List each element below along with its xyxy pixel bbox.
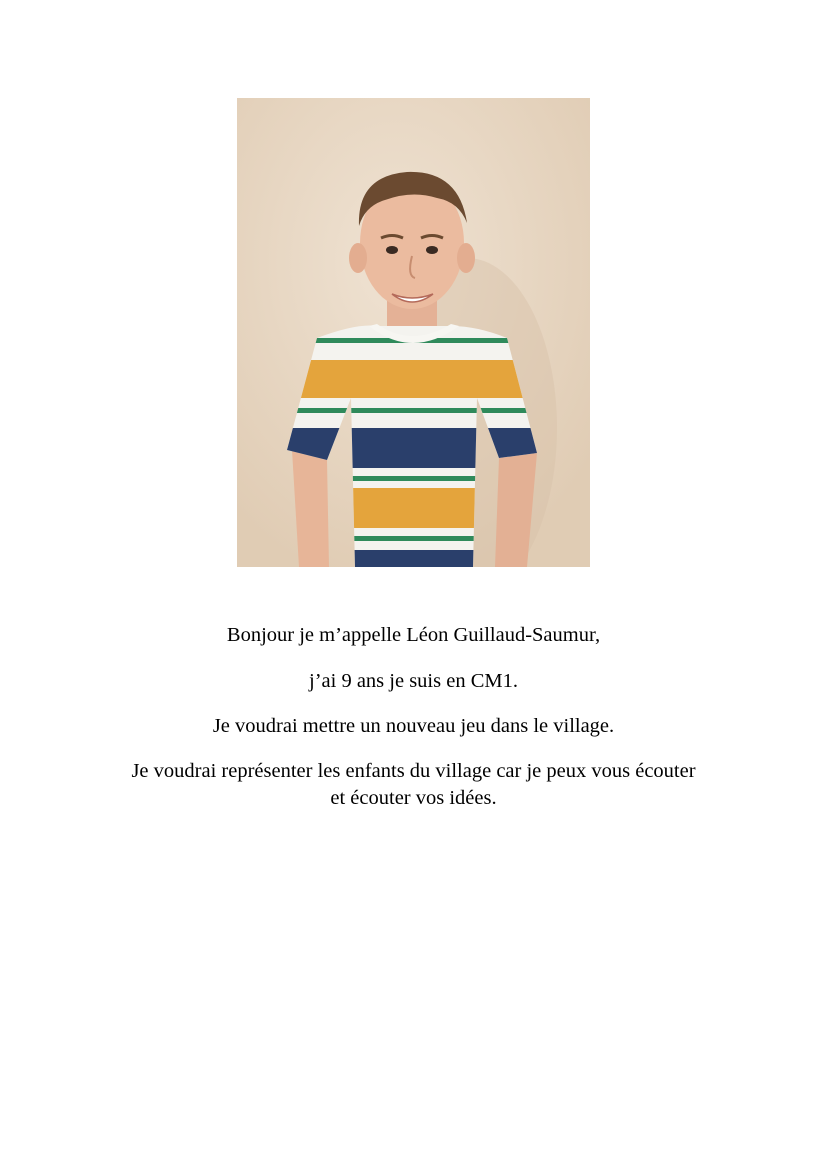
represent-children-line: Je voudrai représenter les enfants du village car je peux vous écouter — [131, 760, 696, 782]
portrait-photo — [237, 98, 590, 567]
listen-ideas-line: et écouter vos idées. — [330, 787, 497, 809]
represent-children-paragraph — [0, 758, 827, 812]
wish-new-game-line: Je voudrai mettre un nouveau jeu dans le village. — [212, 715, 615, 737]
portrait-photo-illustration — [237, 98, 590, 567]
age-class-line: j’ai 9 ans je suis en CM1. — [309, 670, 518, 692]
introduction-text — [0, 622, 827, 812]
greeting-line: Bonjour je m’appelle Léon Guillaud-Saumur, — [226, 624, 601, 646]
